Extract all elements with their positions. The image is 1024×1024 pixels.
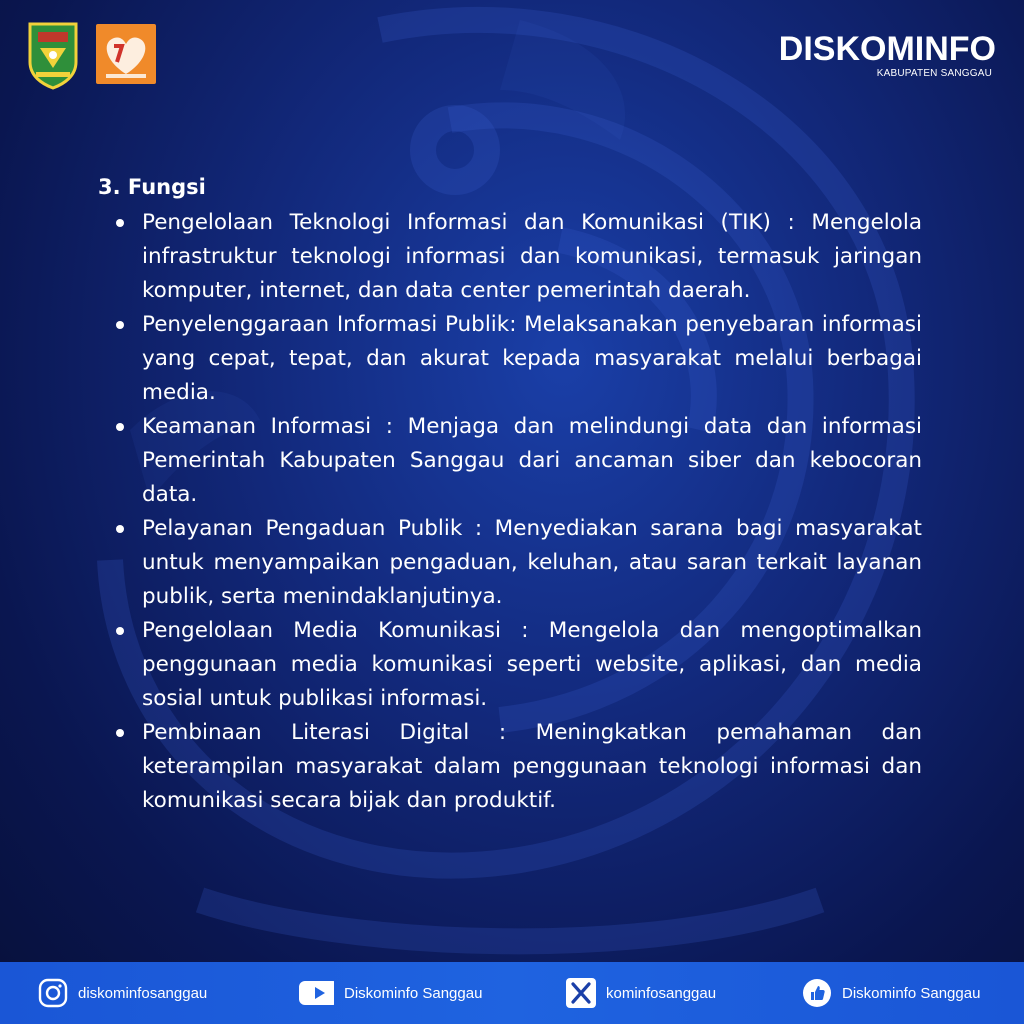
bullet-icon [116, 627, 124, 635]
brand-name: DISKOMINFO [778, 30, 996, 68]
list-item-text: Pembinaan Literasi Digital : Meningkatkan pemahaman dan keterampilan masyarakat dalam penggunaan teknologi informasi dan komunikasi secara bijak dan produktif. [142, 720, 922, 813]
list-item-text: Pengelolaan Media Komunikasi : Mengelola dan mengoptimalkan penggunaan media komunikasi seperti website, aplikasi, dan media sosial untuk publikasi informasi. [142, 618, 922, 711]
list-item-text: Pelayanan Pengaduan Publik : Menyediakan sarana bagi masyarakat untuk menyampaikan pengaduan, keluhan, atau saran terkait layanan publik, serta menindaklanjutinya. [142, 516, 922, 609]
list-item [142, 512, 922, 614]
list-item [142, 410, 922, 512]
instagram-link[interactable] [38, 978, 207, 1008]
youtube-channel: Diskominfo Sanggau [344, 984, 483, 1002]
anniversary-logo [96, 24, 156, 84]
bullet-icon [116, 525, 124, 533]
header [0, 0, 1024, 110]
bullet-icon [116, 219, 124, 227]
bullet-icon [116, 729, 124, 737]
brand-subtitle: KABUPATEN SANGGAU [876, 68, 992, 79]
x-icon [566, 978, 596, 1008]
list-item [142, 614, 922, 716]
facebook-icon [802, 978, 832, 1008]
list-item-text: Pengelolaan Teknologi Informasi dan Komunikasi (TIK) : Mengelola infrastruktur teknologi informasi dan komunikasi, termasuk jaringan komputer, internet, dan data center pemerintah daerah. [142, 210, 922, 303]
youtube-icon [294, 978, 334, 1008]
list-item [142, 206, 922, 308]
social-footer [0, 962, 1024, 1024]
facebook-page: Diskominfo Sanggau [842, 984, 981, 1002]
bullet-icon [116, 321, 124, 329]
instagram-handle: diskominfosanggau [78, 984, 208, 1002]
list-item [142, 308, 922, 410]
instagram-icon [38, 978, 68, 1008]
x-handle: kominfosanggau [606, 984, 717, 1002]
regency-crest-logo [26, 22, 80, 90]
list-item-text: Penyelenggaraan Informasi Publik: Melaksanakan penyebaran informasi yang cepat, tepat, dan akurat kepada masyarakat melalui berbagai media. [142, 312, 922, 405]
bullet-icon [116, 423, 124, 431]
facebook-link[interactable] [802, 978, 980, 1008]
section-title: 3. Fungsi [98, 175, 206, 199]
list-item [142, 716, 922, 818]
main-content [98, 172, 922, 818]
diskominfo-brand-logo [778, 30, 996, 80]
youtube-link[interactable] [294, 978, 482, 1008]
x-link[interactable] [566, 978, 716, 1008]
function-list [98, 206, 922, 818]
list-item-text: Keamanan Informasi : Menjaga dan melindungi data dan informasi Pemerintah Kabupaten Sanggau dari ancaman siber dan kebocoran data. [142, 414, 922, 507]
